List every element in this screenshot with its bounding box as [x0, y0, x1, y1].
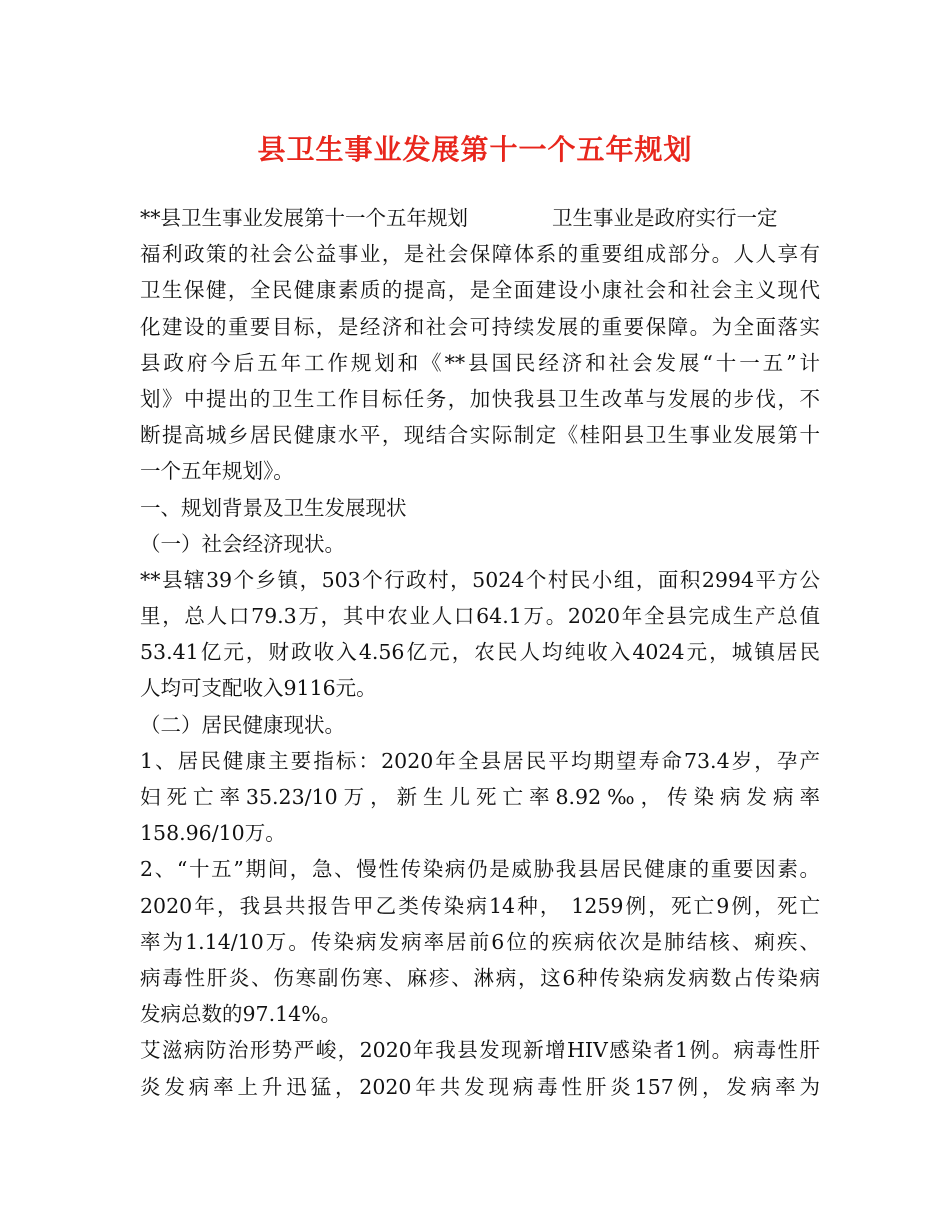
section-heading: 一、规划背景及卫生发展现状: [140, 495, 407, 520]
paragraph-line: 艾滋病防治形势严峻，2020年我县发现新增HIV感染者1例。病毒性肝: [140, 1038, 820, 1063]
paragraph-line: 一个五年规划》。: [140, 459, 294, 484]
subsection-heading: （二）居民健康现状。: [140, 712, 345, 737]
paragraph-line: 2、“十五”期间，急、慢性传染病仍是威胁我县居民健康的重要因素。: [140, 857, 820, 882]
paragraph-line: 化建设的重要目标，是经济和社会可持续发展的重要保障。为全面落实: [140, 314, 820, 339]
paragraph-line: 2020年，我县共报告甲乙类传染病14种， 1259例，死亡9例，死亡: [140, 893, 820, 918]
paragraph-line: 炎发病率上升迅猛，2020年共发现病毒性肝炎157例，发病率为: [140, 1074, 820, 1099]
paragraph-line: 率为1.14/10万。传染病发病率居前6位的疾病依次是肺结核、痢疾、: [140, 929, 820, 954]
paragraph-line: 县政府今后五年工作规划和《**县国民经济和社会发展“十一五”计: [140, 350, 820, 375]
paragraph-line-part: 卫生事业是政府实行一定: [552, 206, 778, 230]
paragraph-line: 断提高城乡居民健康水平，现结合实际制定《桂阳县卫生事业发展第十: [140, 423, 820, 448]
paragraph-line: 妇死亡率35.23/10万，新生儿死亡率8.92‰，传染病发病率: [140, 785, 820, 809]
paragraph-line: 福利政策的社会公益事业，是社会保障体系的重要组成部分。人人享有: [140, 242, 820, 267]
paragraph-line: 人均可支配收入9116元。: [140, 676, 377, 701]
paragraph-line: 158.96/10万。: [140, 821, 286, 846]
document-body: [140, 200, 820, 1105]
paragraph-line: [140, 200, 820, 236]
paragraph-line: 1、居民健康主要指标：2020年全县居民平均期望寿命73.4岁，孕产: [140, 748, 820, 773]
paragraph-line: 发病总数的97.14%。: [140, 1002, 342, 1027]
paragraph-line: 病毒性肝炎、伤寒副伤寒、麻疹、淋病，这6种传染病发病数占传染病: [140, 965, 820, 990]
paragraph-line-part: **县卫生事业发展第十一个五年规划: [140, 206, 468, 230]
paragraph-line: 卫生保健，全民健康素质的提高，是全面建设小康社会和社会主义现代: [140, 278, 820, 303]
paragraph-line: 53.41亿元，财政收入4.56亿元，农民人均纯收入4024元，城镇居民: [140, 640, 820, 665]
subsection-heading: （一）社会经济现状。: [140, 531, 345, 556]
paragraph-line: **县辖39个乡镇，503个行政村，5024个村民小组，面积2994平方公: [140, 567, 820, 592]
paragraph-line: 里，总人口79.3万，其中农业人口64.1万。2020年全县完成生产总值: [140, 604, 820, 629]
document-title: 县卫生事业发展第十一个五年规划: [257, 133, 693, 166]
paragraph-line: 划》中提出的卫生工作目标任务，加快我县卫生改革与发展的步伐，不: [140, 386, 820, 411]
